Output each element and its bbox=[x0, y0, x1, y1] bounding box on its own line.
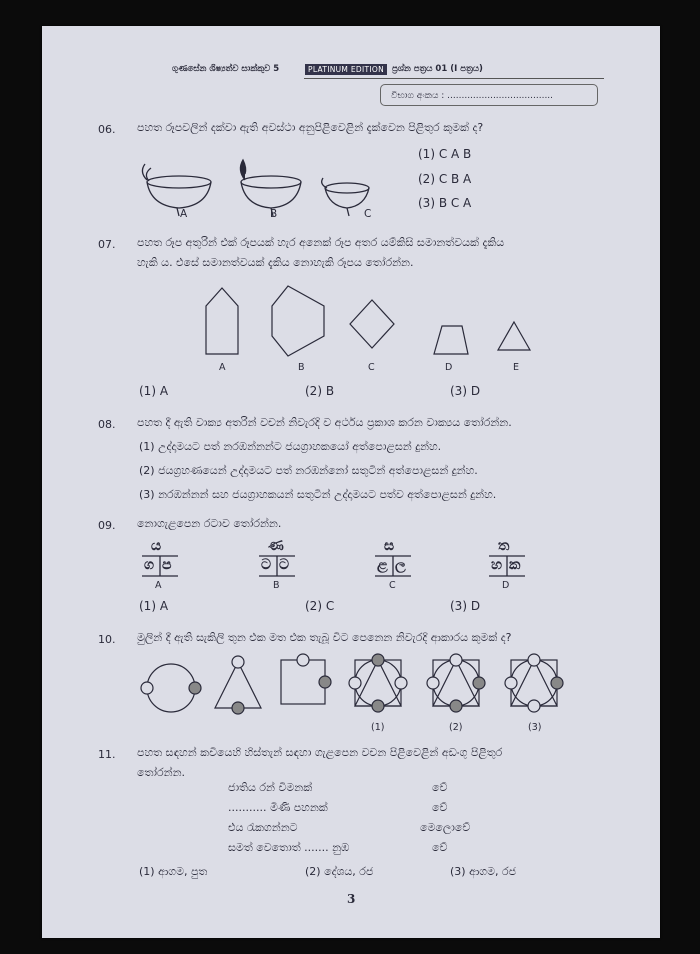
q11-line1: පහත සඳහන් කවියෙහි හිස්තැන් සඳහා ගැළපෙන වචන පිළිවෙළින් අඩංගු පිළිතුර bbox=[137, 746, 503, 759]
q07-option-1: (1) A bbox=[139, 384, 169, 398]
q09-c-right: ල bbox=[395, 557, 406, 573]
q09-b-left: ට bbox=[261, 557, 272, 573]
edition-badge: PLATINUM EDITION bbox=[305, 64, 387, 75]
q10-option-2-label: (2) bbox=[449, 722, 463, 733]
q09-d-label: D bbox=[502, 580, 510, 591]
q11-option-1: (1) ආගම, පුත bbox=[139, 865, 208, 878]
q06-option-3: (3) B C A bbox=[418, 196, 472, 210]
q09-text: නොගැළපෙන රටාව තෝරන්න. bbox=[137, 517, 282, 530]
q07-label-a: A bbox=[219, 362, 226, 373]
q07-number: 07. bbox=[98, 238, 116, 251]
q08-option-1: (1) උද්දාමයට පත් නරඹන්නන්ට ජයග්‍රාහකයෝ අත්පොළසන් දුන්හ. bbox=[139, 440, 442, 453]
poem-line-3: එය රැකගන්නට bbox=[228, 821, 298, 834]
q06-text: පහත රූපවලින් දක්වා ඇති අවස්ථා අනුපිළිවෙළින් දැක්වෙන පිළිතුර කුමක් ද? bbox=[137, 121, 484, 134]
q09-b-right: ට bbox=[279, 557, 290, 573]
q07-shapes bbox=[192, 284, 542, 364]
poem-line-1: ජාතිය රන් විමනක් bbox=[228, 781, 313, 794]
q07-label-c: C bbox=[368, 362, 375, 373]
q09-d-left: හ bbox=[491, 557, 503, 573]
poem-line-2-end: වේ bbox=[432, 801, 448, 814]
poem-line-2: ........... මිණි පහනක් bbox=[228, 801, 328, 814]
shape-c bbox=[350, 300, 394, 348]
shape-e bbox=[498, 322, 530, 350]
q06-option-1: (1) C A B bbox=[418, 147, 472, 161]
poem-line-1-end: වේ bbox=[432, 781, 448, 794]
q10-text: මුලින් දී ඇති සැකිලි තුන එක මත එක තැබූ විට පෙනෙන නිවැරදි ආකාරය කුමක් ද? bbox=[137, 631, 512, 644]
q09-c-top: ස bbox=[384, 538, 395, 554]
shape-a bbox=[206, 288, 238, 354]
index-number-box: විභාග අංකය : ..................................... bbox=[380, 84, 598, 106]
q07-line2: හැකි ය. එසේ සමානත්වයක් දැකිය නොහැකි රූපය තෝරන්න. bbox=[137, 256, 414, 269]
exam-page bbox=[42, 26, 660, 938]
q09-c-left: ළ bbox=[377, 557, 388, 573]
q08-text: පහත දී ඇති වාක්‍ය අතරින් වචන් නිවැරදි ව අර්ථය ප්‍රකාශ කරන වාක්‍යය තෝරන්න. bbox=[137, 416, 512, 429]
page-number: 3 bbox=[347, 892, 356, 906]
q06-label-c: C bbox=[364, 208, 372, 220]
q07-option-2: (2) B bbox=[305, 384, 335, 398]
q07-line1: පහත රූප අතුරින් එක් රූපයක් හැර අනෙක් රූප අතර යම්කිසි සමානත්වයක් දැකිය bbox=[137, 236, 505, 249]
q08-option-3: (3) නරඹන්නන් සහ ජයග්‍රාහකයන් සතුටින් උද්දාමයට පත්ව අත්පොළසන් දුන්හ. bbox=[139, 488, 497, 501]
q09-a-label: A bbox=[155, 580, 162, 591]
poem-line-3-end: මෙලොවේ bbox=[420, 821, 471, 834]
q06-label-a: A bbox=[180, 208, 188, 220]
shape-d bbox=[434, 326, 468, 354]
q09-option-1: (1) A bbox=[139, 599, 169, 613]
q10-option-3-label: (3) bbox=[528, 722, 542, 733]
q06-option-2: (2) C B A bbox=[418, 172, 472, 186]
q09-d-right: ක bbox=[509, 557, 521, 573]
q09-number: 09. bbox=[98, 519, 116, 532]
q08-option-2: (2) ජයග්‍රහණයෙන් උද්දාමයට පත් නරඹන්නෝ සතුටින් අත්පොළසන් දුන්හ. bbox=[139, 464, 478, 477]
shape-b bbox=[272, 286, 324, 356]
q09-a-left: ග bbox=[144, 557, 155, 573]
q07-option-3: (3) D bbox=[450, 384, 481, 398]
q07-label-e: E bbox=[513, 362, 520, 373]
q09-c-label: C bbox=[389, 580, 396, 591]
q09-option-3: (3) D bbox=[450, 599, 481, 613]
q11-line2: තෝරන්න. bbox=[137, 766, 186, 779]
oil-lamps-figure bbox=[137, 154, 367, 224]
series-title: ගුණසේන ශිෂ්‍යත්ව සාක්කුව 5 bbox=[172, 64, 280, 74]
q07-label-d: D bbox=[445, 362, 453, 373]
poem-line-4-end: වේ bbox=[432, 841, 448, 854]
q10-number: 10. bbox=[98, 633, 116, 646]
q10-templates bbox=[137, 654, 577, 716]
q11-option-3: (3) ආගම, රජ bbox=[450, 865, 517, 878]
q06-label-b: B bbox=[270, 208, 278, 220]
q11-option-2: (2) දේශය, රජ bbox=[305, 865, 374, 878]
poem-line-4: සමත් වෙතොත් ....... නුඹ bbox=[228, 841, 350, 854]
header-rule bbox=[304, 78, 604, 79]
q07-label-b: B bbox=[298, 362, 305, 373]
q09-b-label: B bbox=[273, 580, 280, 591]
q08-number: 08. bbox=[98, 418, 116, 431]
q11-number: 11. bbox=[98, 748, 116, 761]
q09-d-top: ත bbox=[498, 538, 510, 554]
q09-a-top: ය bbox=[151, 538, 162, 554]
q06-number: 06. bbox=[98, 123, 116, 136]
paper-title: ප්‍රශ්න පත්‍රය 01 (I පත්‍රය) bbox=[392, 64, 483, 74]
q09-option-2: (2) C bbox=[305, 599, 335, 613]
q09-b-top: ණ bbox=[268, 538, 284, 554]
q09-a-right: ප bbox=[162, 557, 172, 573]
q10-option-1-label: (1) bbox=[371, 722, 385, 733]
